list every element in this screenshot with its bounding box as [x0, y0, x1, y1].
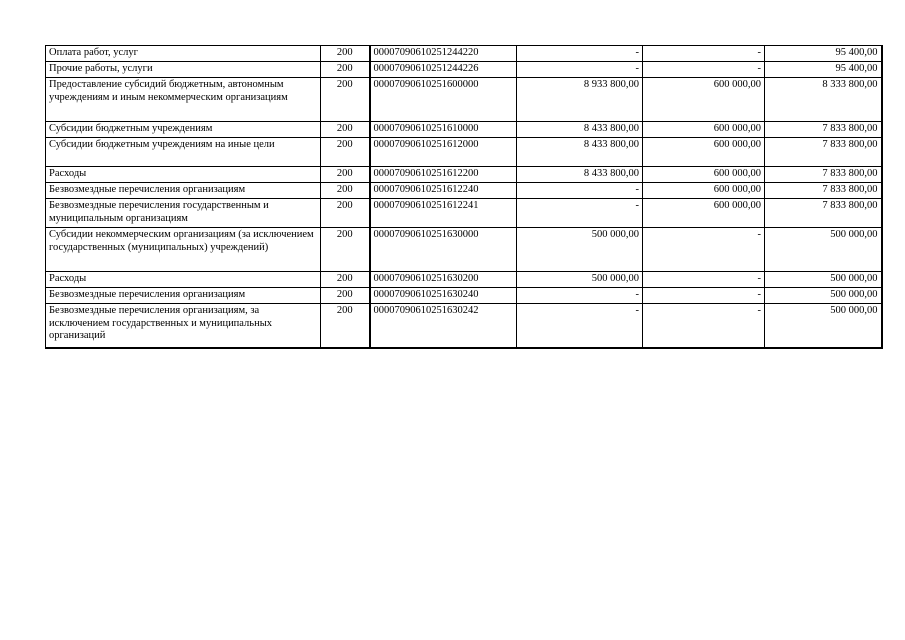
table-row [46, 199, 882, 228]
row-value3-cell: 500 000,00 [765, 288, 882, 304]
row-value3-cell: 500 000,00 [765, 304, 882, 349]
row-kbk-cell: 00007090610251612200 [370, 167, 517, 183]
row-kbk-cell: 00007090610251612240 [370, 183, 517, 199]
budget-table [45, 45, 883, 349]
row-kbk-cell: 00007090610251612000 [370, 138, 517, 167]
table-row [46, 167, 882, 183]
row-name-cell: Безвозмездные перечисления организациям [46, 183, 321, 199]
row-name-cell: Субсидии некоммерческим организациям (за исключением государственных (муниципальных) учреждений) [46, 228, 321, 272]
row-value3-cell: 7 833 800,00 [765, 167, 882, 183]
row-name-cell: Оплата работ, услуг [46, 46, 321, 62]
row-kbk-cell: 00007090610251630200 [370, 272, 517, 288]
row-kbk-cell: 00007090610251244226 [370, 62, 517, 78]
table-row [46, 78, 882, 122]
row-value3-cell: 95 400,00 [765, 62, 882, 78]
row-code-cell: 200 [321, 288, 370, 304]
row-value3-cell: 8 333 800,00 [765, 78, 882, 122]
row-value3-cell: 500 000,00 [765, 272, 882, 288]
row-value2-cell: 600 000,00 [643, 167, 765, 183]
row-value1-cell: - [517, 183, 643, 199]
row-value1-cell: - [517, 62, 643, 78]
table-row [46, 62, 882, 78]
row-code-cell: 200 [321, 272, 370, 288]
row-value3-cell: 95 400,00 [765, 46, 882, 62]
row-name-cell: Безвозмездные перечисления организациям [46, 288, 321, 304]
row-code-cell: 200 [321, 228, 370, 272]
table-row [46, 183, 882, 199]
row-value1-cell: 8 933 800,00 [517, 78, 643, 122]
row-name-cell: Субсидии бюджетным учреждениям [46, 122, 321, 138]
row-kbk-cell: 00007090610251630242 [370, 304, 517, 349]
row-value2-cell: 600 000,00 [643, 122, 765, 138]
row-name-cell: Прочие работы, услуги [46, 62, 321, 78]
row-value2-cell: - [643, 228, 765, 272]
row-name-cell: Безвозмездные перечисления государственным и муниципальным организациям [46, 199, 321, 228]
table-row [46, 304, 882, 349]
row-value2-cell: - [643, 272, 765, 288]
row-value1-cell: - [517, 304, 643, 349]
row-value2-cell: 600 000,00 [643, 183, 765, 199]
row-code-cell: 200 [321, 167, 370, 183]
row-value1-cell: 500 000,00 [517, 228, 643, 272]
row-value1-cell: 500 000,00 [517, 272, 643, 288]
table-row [46, 272, 882, 288]
row-code-cell: 200 [321, 46, 370, 62]
row-value2-cell: - [643, 304, 765, 349]
row-value1-cell: - [517, 46, 643, 62]
row-value3-cell: 500 000,00 [765, 228, 882, 272]
row-code-cell: 200 [321, 138, 370, 167]
row-name-cell: Предоставление субсидий бюджетным, автономным учреждениям и иным некоммерческим организациям [46, 78, 321, 122]
row-value3-cell: 7 833 800,00 [765, 122, 882, 138]
row-value3-cell: 7 833 800,00 [765, 138, 882, 167]
row-name-cell: Расходы [46, 167, 321, 183]
row-value1-cell: 8 433 800,00 [517, 122, 643, 138]
row-kbk-cell: 00007090610251612241 [370, 199, 517, 228]
row-value2-cell: 600 000,00 [643, 78, 765, 122]
row-value3-cell: 7 833 800,00 [765, 199, 882, 228]
row-value2-cell: - [643, 288, 765, 304]
table-row [46, 288, 882, 304]
row-value2-cell: - [643, 62, 765, 78]
row-name-cell: Субсидии бюджетным учреждениям на иные цели [46, 138, 321, 167]
row-value1-cell: - [517, 288, 643, 304]
row-code-cell: 200 [321, 122, 370, 138]
table-row [46, 228, 882, 272]
row-code-cell: 200 [321, 199, 370, 228]
row-value1-cell: 8 433 800,00 [517, 138, 643, 167]
table-row [46, 122, 882, 138]
row-value1-cell: 8 433 800,00 [517, 167, 643, 183]
table-row [46, 138, 882, 167]
budget-table-body [46, 46, 882, 349]
row-name-cell: Расходы [46, 272, 321, 288]
row-code-cell: 200 [321, 78, 370, 122]
row-value2-cell: 600 000,00 [643, 138, 765, 167]
row-kbk-cell: 00007090610251630240 [370, 288, 517, 304]
row-value3-cell: 7 833 800,00 [765, 183, 882, 199]
row-value1-cell: - [517, 199, 643, 228]
row-kbk-cell: 00007090610251610000 [370, 122, 517, 138]
row-kbk-cell: 00007090610251630000 [370, 228, 517, 272]
row-kbk-cell: 00007090610251600000 [370, 78, 517, 122]
row-name-cell: Безвозмездные перечисления организациям, за исключением государственных и муниципальных организаций [46, 304, 321, 349]
row-kbk-cell: 00007090610251244220 [370, 46, 517, 62]
row-value2-cell: - [643, 46, 765, 62]
row-code-cell: 200 [321, 62, 370, 78]
row-code-cell: 200 [321, 183, 370, 199]
table-row [46, 46, 882, 62]
row-code-cell: 200 [321, 304, 370, 349]
row-value2-cell: 600 000,00 [643, 199, 765, 228]
